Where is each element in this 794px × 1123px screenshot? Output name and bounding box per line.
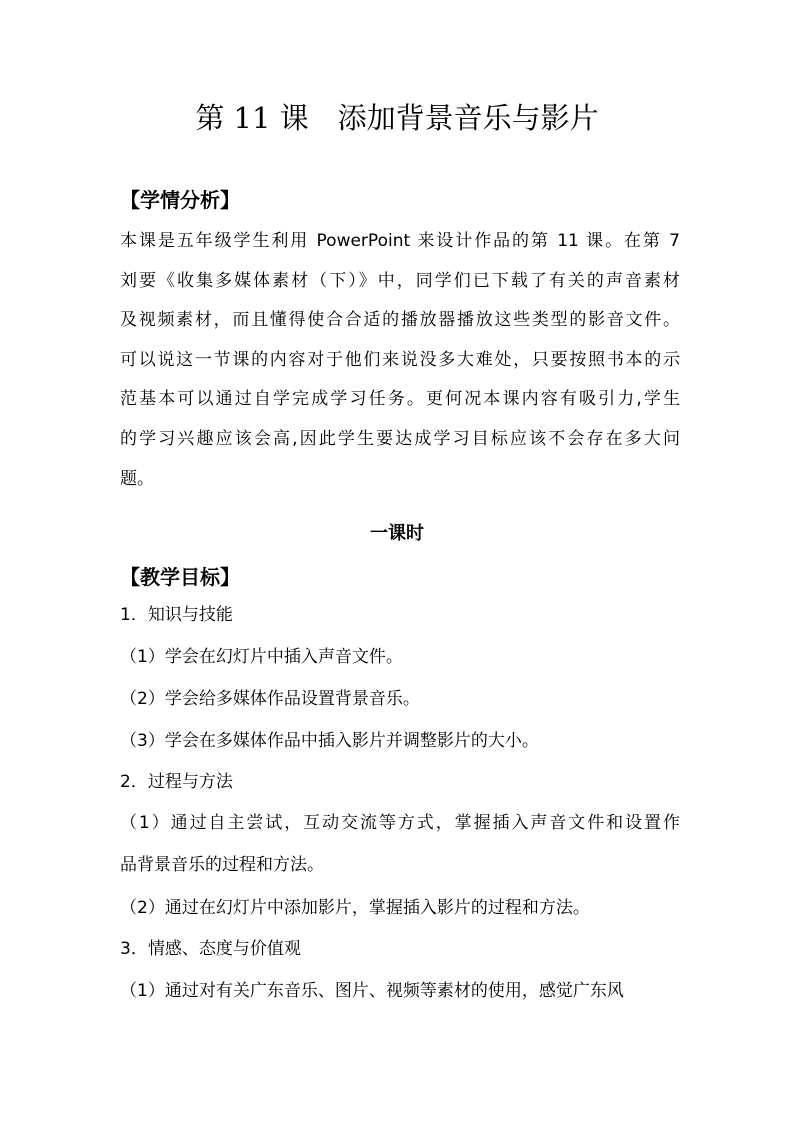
objective-item: （3）学会在多媒体作品中插入影片并调整影片的大小。 (120, 731, 539, 751)
objective-item-line: （1）通过自主尝试，互动交流等方式，掌握插入声音文件和设置作 (120, 813, 680, 833)
objective-group-title: 3．情感、态度与价值观 (120, 939, 301, 959)
objective-group-title: 2．过程与方法 (120, 772, 233, 792)
analysis-line: 的学习兴趣应该会高,因此学生要达成学习目标应该不会存在多大问 (120, 428, 680, 449)
analysis-line: 刘要《收集多媒体素材（下）》中，同学们已下载了有关的声音素材 (120, 270, 680, 291)
section-heading-analysis: 【学情分析】 (120, 188, 240, 212)
objective-item: （2）学会给多媒体作品设置背景音乐。 (120, 689, 420, 709)
objective-group-title: 1．知识与技能 (120, 605, 233, 625)
analysis-line: 可以说这一节课的内容对于他们来说没多大难处，只要按照书本的示 (120, 349, 680, 370)
objective-item-line: 品背景音乐的过程和方法。 (120, 855, 324, 875)
session-label: 一课时 (370, 523, 424, 544)
analysis-line: 题。 (120, 468, 154, 489)
document-title: 第 11 课 添加背景音乐与影片 (195, 101, 599, 135)
objective-item: （2）通过在幻灯片中添加影片，掌握插入影片的过程和方法。 (120, 898, 590, 918)
objective-item: （1）通过对有关广东音乐、图片、视频等素材的使用，感觉广东风 (120, 981, 624, 1001)
analysis-line: 本课是五年级学生利用 PowerPoint 来设计作品的第 11 课。在第 7 (120, 231, 680, 251)
objective-item: （1）学会在幻灯片中插入声音文件。 (120, 647, 403, 667)
objective-item (120, 802, 680, 886)
analysis-paragraph (120, 222, 680, 499)
analysis-line: 范基本可以通过自学完成学习任务。更何况本课内容有吸引力,学生 (120, 389, 680, 410)
section-heading-objectives: 【教学目标】 (120, 565, 240, 589)
analysis-line: 及视频素材，而且懂得使合合适的播放器播放这些类型的影音文件。 (120, 310, 680, 331)
